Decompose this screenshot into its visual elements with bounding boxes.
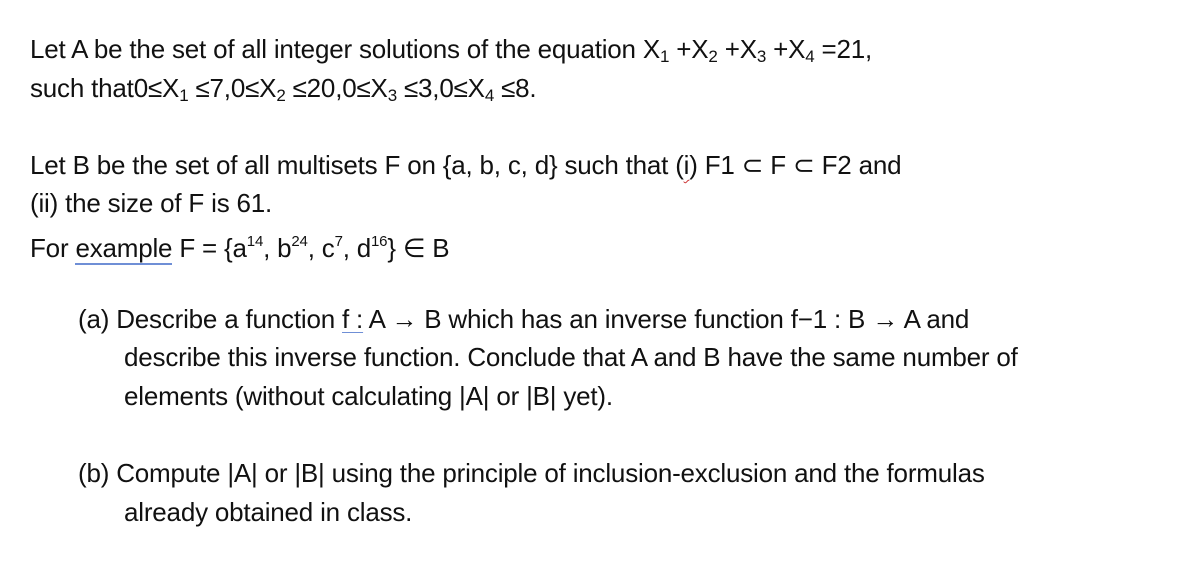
part-a-line-3: elements (without calculating |A| or |B| yet). <box>124 381 613 411</box>
grammar-underline-f: f : <box>342 304 364 334</box>
set-a-constraints-line: such $that0\le X_1 \le 7,0\le X_2 \le 20,0\le X_3 \le 3,0\le X_4 \le 8$. <box>30 73 537 105</box>
part-b-line-2: already obtained in class. <box>124 497 413 527</box>
spellcheck-squiggle: i <box>683 150 690 180</box>
part-a-line-1: (a) Describe a function f : A → B which has an inverse function f−1 : B → A and <box>78 304 970 334</box>
part-a-line-2: describe this inverse function. Conclude that A and B have the same number of <box>124 342 1018 372</box>
set-b-example-line: For example $F = \{a^{14}$, $b^{24}$, $c^7$, $d^{16}$} ∈ B <box>30 233 450 263</box>
part-b-line-1: (b) Compute |A| or |B| using the principle of inclusion-exclusion and the formulas <box>78 458 985 488</box>
set-b-definition-line-1: Let B be the set of all multisets F on {a, b, c, d} such that (i) F1 ⊂ F ⊂ F2 and <box>30 150 902 180</box>
set-b-definition-line-2: (ii) the size of F is 61. <box>30 188 273 218</box>
grammar-underline-example: example <box>75 233 173 263</box>
set-a-definition-line-1: Let A be the set of all integer solutions of the equation $X_1 +X_2 +X_3 +X_4 =21$, <box>30 34 873 66</box>
